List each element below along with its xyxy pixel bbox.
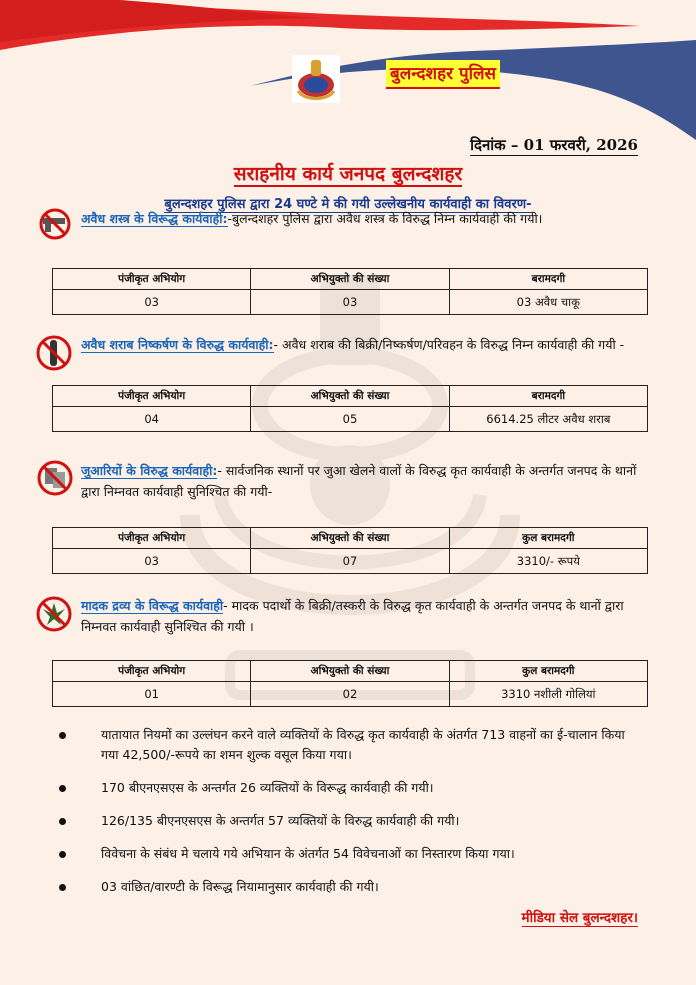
- section-illegal-weapons: [35, 208, 640, 229]
- section-heading: जुआरियों के विरुद्ध कार्यवाही:: [81, 463, 218, 478]
- table-cell: 03: [251, 290, 449, 315]
- section-heading: अवैध शस्त्र के विरूद्ध कार्यवाही:: [81, 211, 228, 226]
- header-swoosh: [0, 0, 696, 140]
- narcotics-table: [52, 660, 648, 707]
- col-header: पंजीकृत अभियोग: [53, 661, 251, 682]
- list-item: विवेचना के संबंध मे चलाये गये अभियान के अंतर्गत 54 विवेचनाओं का निस्तारण किया गया।: [57, 844, 640, 864]
- list-item: यातायात नियमों का उल्लंघन करने वाले व्यक्तियों के विरुद्ध कृत कार्यवाही के अंतर्गत 713 वाहनों का ई-चालान किया गया 42,500/-रूपये का शमन शुल्क वसूल किया गया।: [57, 725, 640, 765]
- table-cell: 03 अवैध चाकू: [449, 290, 647, 315]
- table-cell: 07: [251, 549, 449, 574]
- no-gun-icon: [35, 208, 75, 240]
- col-header: बरामदगी: [449, 269, 647, 290]
- list-item: 126/135 बीएनएसएस के अन्तर्गत 57 व्यक्तियों के विरुद्ध कार्यवाही की गयी।: [57, 811, 640, 831]
- section-desc: -बुलन्दशहर पुलिस द्वारा अवैध शस्त्र के विरुद्ध निम्न कार्यवाही की गयी।: [227, 211, 543, 226]
- section-gambling: [35, 460, 640, 502]
- table-cell: 01: [53, 682, 251, 707]
- section-text: [35, 334, 640, 355]
- col-header: अभियुक्तो की संख्या: [251, 528, 449, 549]
- section-desc: - मादक पदार्थो के बिक्री/तस्करी के विरुद्ध कृत कार्यवाही के अन्तर्गत जनपद के थानों द्वारा निम्नवत कार्यवाही सुनिश्चित की गयी ।: [81, 598, 624, 634]
- col-header: पंजीकृत अभियोग: [53, 528, 251, 549]
- col-header: बरामदगी: [449, 386, 647, 407]
- col-header: अभियुक्तो की संख्या: [251, 269, 449, 290]
- section-heading: मादक द्रव्य के विरूद्ध कार्यवाही: [81, 598, 224, 613]
- table-cell: 02: [251, 682, 449, 707]
- page-header-title: बुलन्दशहर पुलिस: [386, 60, 500, 89]
- section-illegal-liquor: [35, 334, 640, 355]
- section-heading: अवैध शराब निष्कर्षण के विरुद्ध कार्यवाही:: [81, 337, 274, 352]
- table-cell: 6614.25 लीटर अवैध शराब: [449, 407, 647, 432]
- col-header: कुल बरामदगी: [449, 661, 647, 682]
- no-gambling-icon: [35, 460, 75, 496]
- table-row: [53, 549, 648, 574]
- media-cell-signature: मीडिया सेल बुलन्दशहर।: [521, 910, 638, 926]
- main-title: [0, 160, 696, 186]
- no-drugs-icon: [35, 595, 73, 633]
- section-text: [35, 208, 640, 229]
- col-header: पंजीकृत अभियोग: [53, 269, 251, 290]
- gambling-table: [52, 527, 648, 574]
- weapons-table: [52, 268, 648, 315]
- col-header: अभियुक्तो की संख्या: [251, 386, 449, 407]
- table-cell: 05: [251, 407, 449, 432]
- table-cell: 3310 नशीली गोलियां: [449, 682, 647, 707]
- no-alcohol-icon: [35, 334, 73, 372]
- section-desc: - अवैध शराब की बिक्री/निष्कर्षण/परिवहन के विरुद्ध निम्न कार्यवाही की गयी -: [273, 337, 625, 352]
- table-cell: 03: [53, 549, 251, 574]
- table-row: [53, 407, 648, 432]
- section-text: [35, 595, 640, 637]
- table-cell: 04: [53, 407, 251, 432]
- table-row: [53, 290, 648, 315]
- col-header: अभियुक्तो की संख्या: [251, 661, 449, 682]
- main-title-text: सराहनीय कार्य जनपद बुलन्दशहर: [233, 163, 463, 185]
- list-item: 03 वांछित/वारण्टी के विरूद्ध नियामानुसार कार्यवाही की गयी।: [57, 877, 640, 897]
- table-cell: 03: [53, 290, 251, 315]
- liquor-table: [52, 385, 648, 432]
- up-police-logo: [292, 55, 340, 103]
- section-narcotics: [35, 595, 640, 637]
- section-text: [35, 460, 640, 502]
- table-cell: 3310/- रूपये: [449, 549, 647, 574]
- section-desc: - सार्वजनिक स्थानों पर जुआ खेलने वालों के विरुद्ध कृत कार्यवाही के अन्तर्गत जनपद के थानों द्वारा निम्नवत कार्यवाही सुनिश्चित की गयी-: [81, 463, 637, 499]
- subtitle-text: बुलन्दशहर पुलिस द्वारा 24 घण्टे मे की गयी उल्लेखनीय कार्यवाही का विवरण-: [164, 197, 532, 212]
- col-header: पंजीकृत अभियोग: [53, 386, 251, 407]
- list-item: 170 बीएनएसएस के अन्तर्गत 26 व्यक्तियों के विरूद्ध कार्यवाही की गयी।: [57, 778, 640, 798]
- summary-bullets: [57, 725, 640, 910]
- col-header: कुल बरामदगी: [449, 528, 647, 549]
- table-row: [53, 682, 648, 707]
- date-line: दिनांक – 01 फरवरी, 2026: [470, 136, 638, 154]
